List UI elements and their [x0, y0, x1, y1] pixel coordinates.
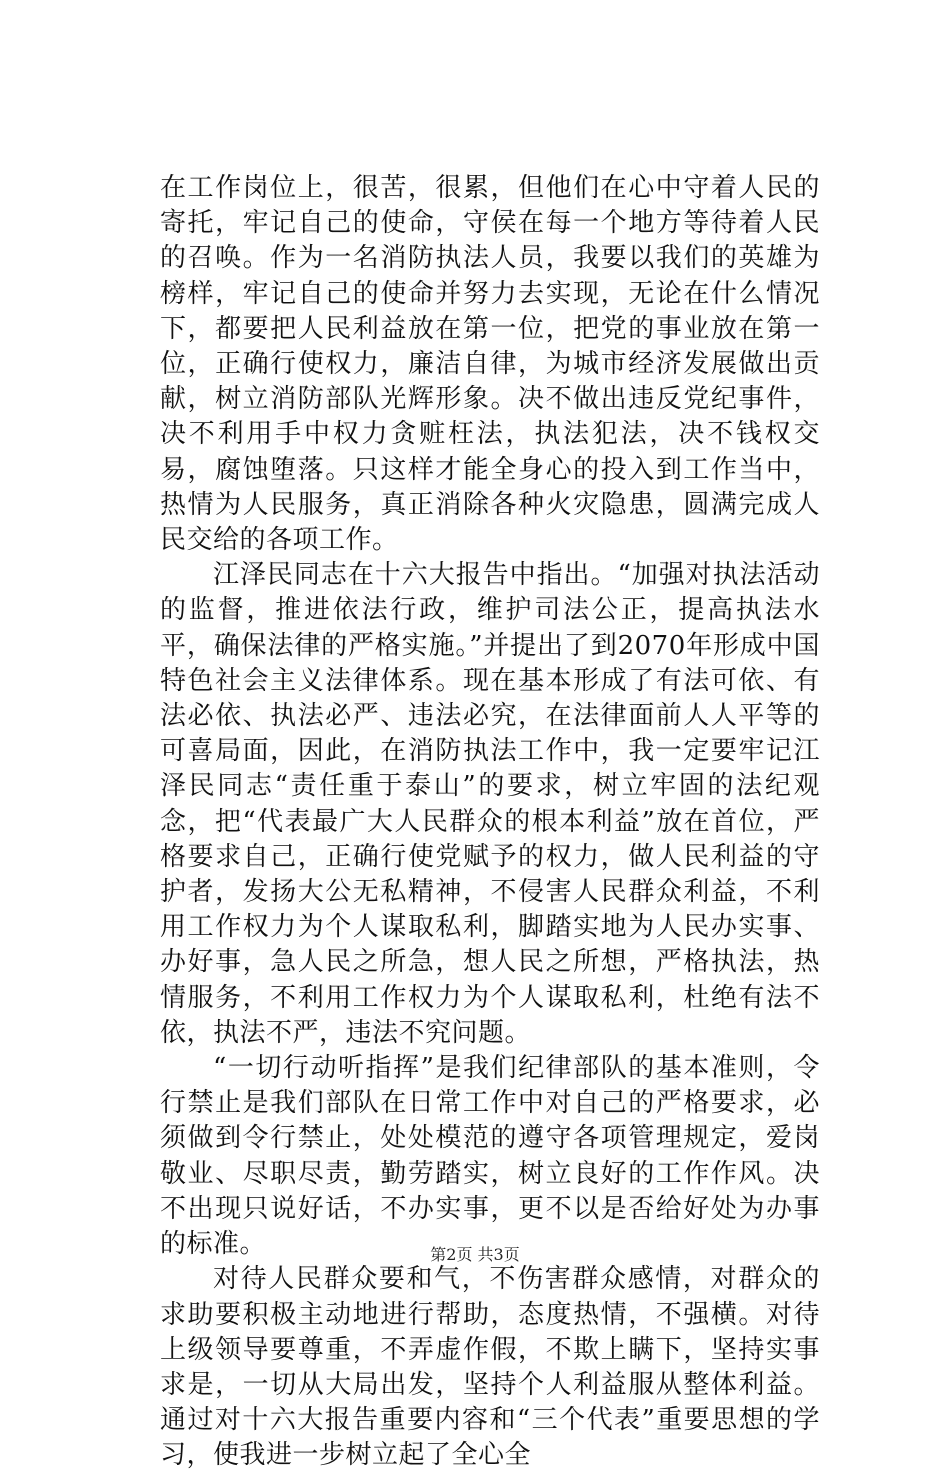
document-body: [160, 171, 820, 1474]
page-number-footer: 第2页 共3页: [430, 1245, 520, 1264]
paragraph-2: 江泽民同志在十六大报告中指出。“加强对执法活动的监督，推进依法行政，维护司法公正，提高执法水平，确保法律的严格实施。”并提出了到2070年形成中国特色社会主义法律体系。现在基本形成了有法可依、有法必依、执法必严、违法必究，在法律面前人人平等的可喜局面，因此，在消防执法工作中，我一定要牢记江泽民同志“责任重于泰山”的要求，树立牢固的法纪观念，把“代表最广大人民群众的根本利益”放在首位，严格要求自己，正确行使党赋予的权力，做人民利益的守护者，发扬大公无私精神，不侵害人民群众利益，不利用工作权力为个人谋取私利，脚踏实地为人民办实事、办好事，急人民之所急，想人民之所想，严格执法，热情服务，不利用工作权力为个人谋取私利，杜绝有法不依，执法不严，违法不究问题。: [160, 560, 820, 1048]
paragraph-1: 在工作岗位上，很苦，很累，但他们在心中守着人民的寄托，牢记自己的使命，守侯在每一个地方等待着人民的召唤。作为一名消防执法人员，我要以我们的英雄为榜样，牢记自己的使命并努力去实现，无论在什么情况下，都要把人民利益放在第一位，把党的事业放在第一位，正确行使权力，廉洁自律，为城市经济发展做出贡献，树立消防部队光辉形象。决不做出违反党纪事件，决不利用手中权力贪赃枉法，执法犯法，决不钱权交易，腐蚀堕落。只这样才能全身心的投入到工作当中，热情为人民服务，真正消除各种火灾隐患，圆满完成人民交给的各项工作。: [160, 173, 820, 556]
paragraph-4: 对待人民群众要和气，不伤害群众感情，对群众的求助要积极主动地进行帮助，态度热情，不强横。对待上级领导要尊重，不弄虚作假，不欺上瞒下，坚持实事求是，一切从大局出发，坚持个人利益服从整体利益。通过对十六大报告重要内容和“三个代表”重要思想的学习，使我进一步树立起了全心全: [160, 1264, 820, 1471]
paragraph-3: “一切行动听指挥”是我们纪律部队的基本准则，令行禁止是我们部队在日常工作中对自己的严格要求，必须做到令行禁止，处处模范的遵守各项管理规定，爱岗敬业、尽职尽责，勤劳踏实，树立良好的工作作风。决不出现只说好话，不办实事，更不以是否给好处为办事的标准。: [160, 1053, 820, 1260]
